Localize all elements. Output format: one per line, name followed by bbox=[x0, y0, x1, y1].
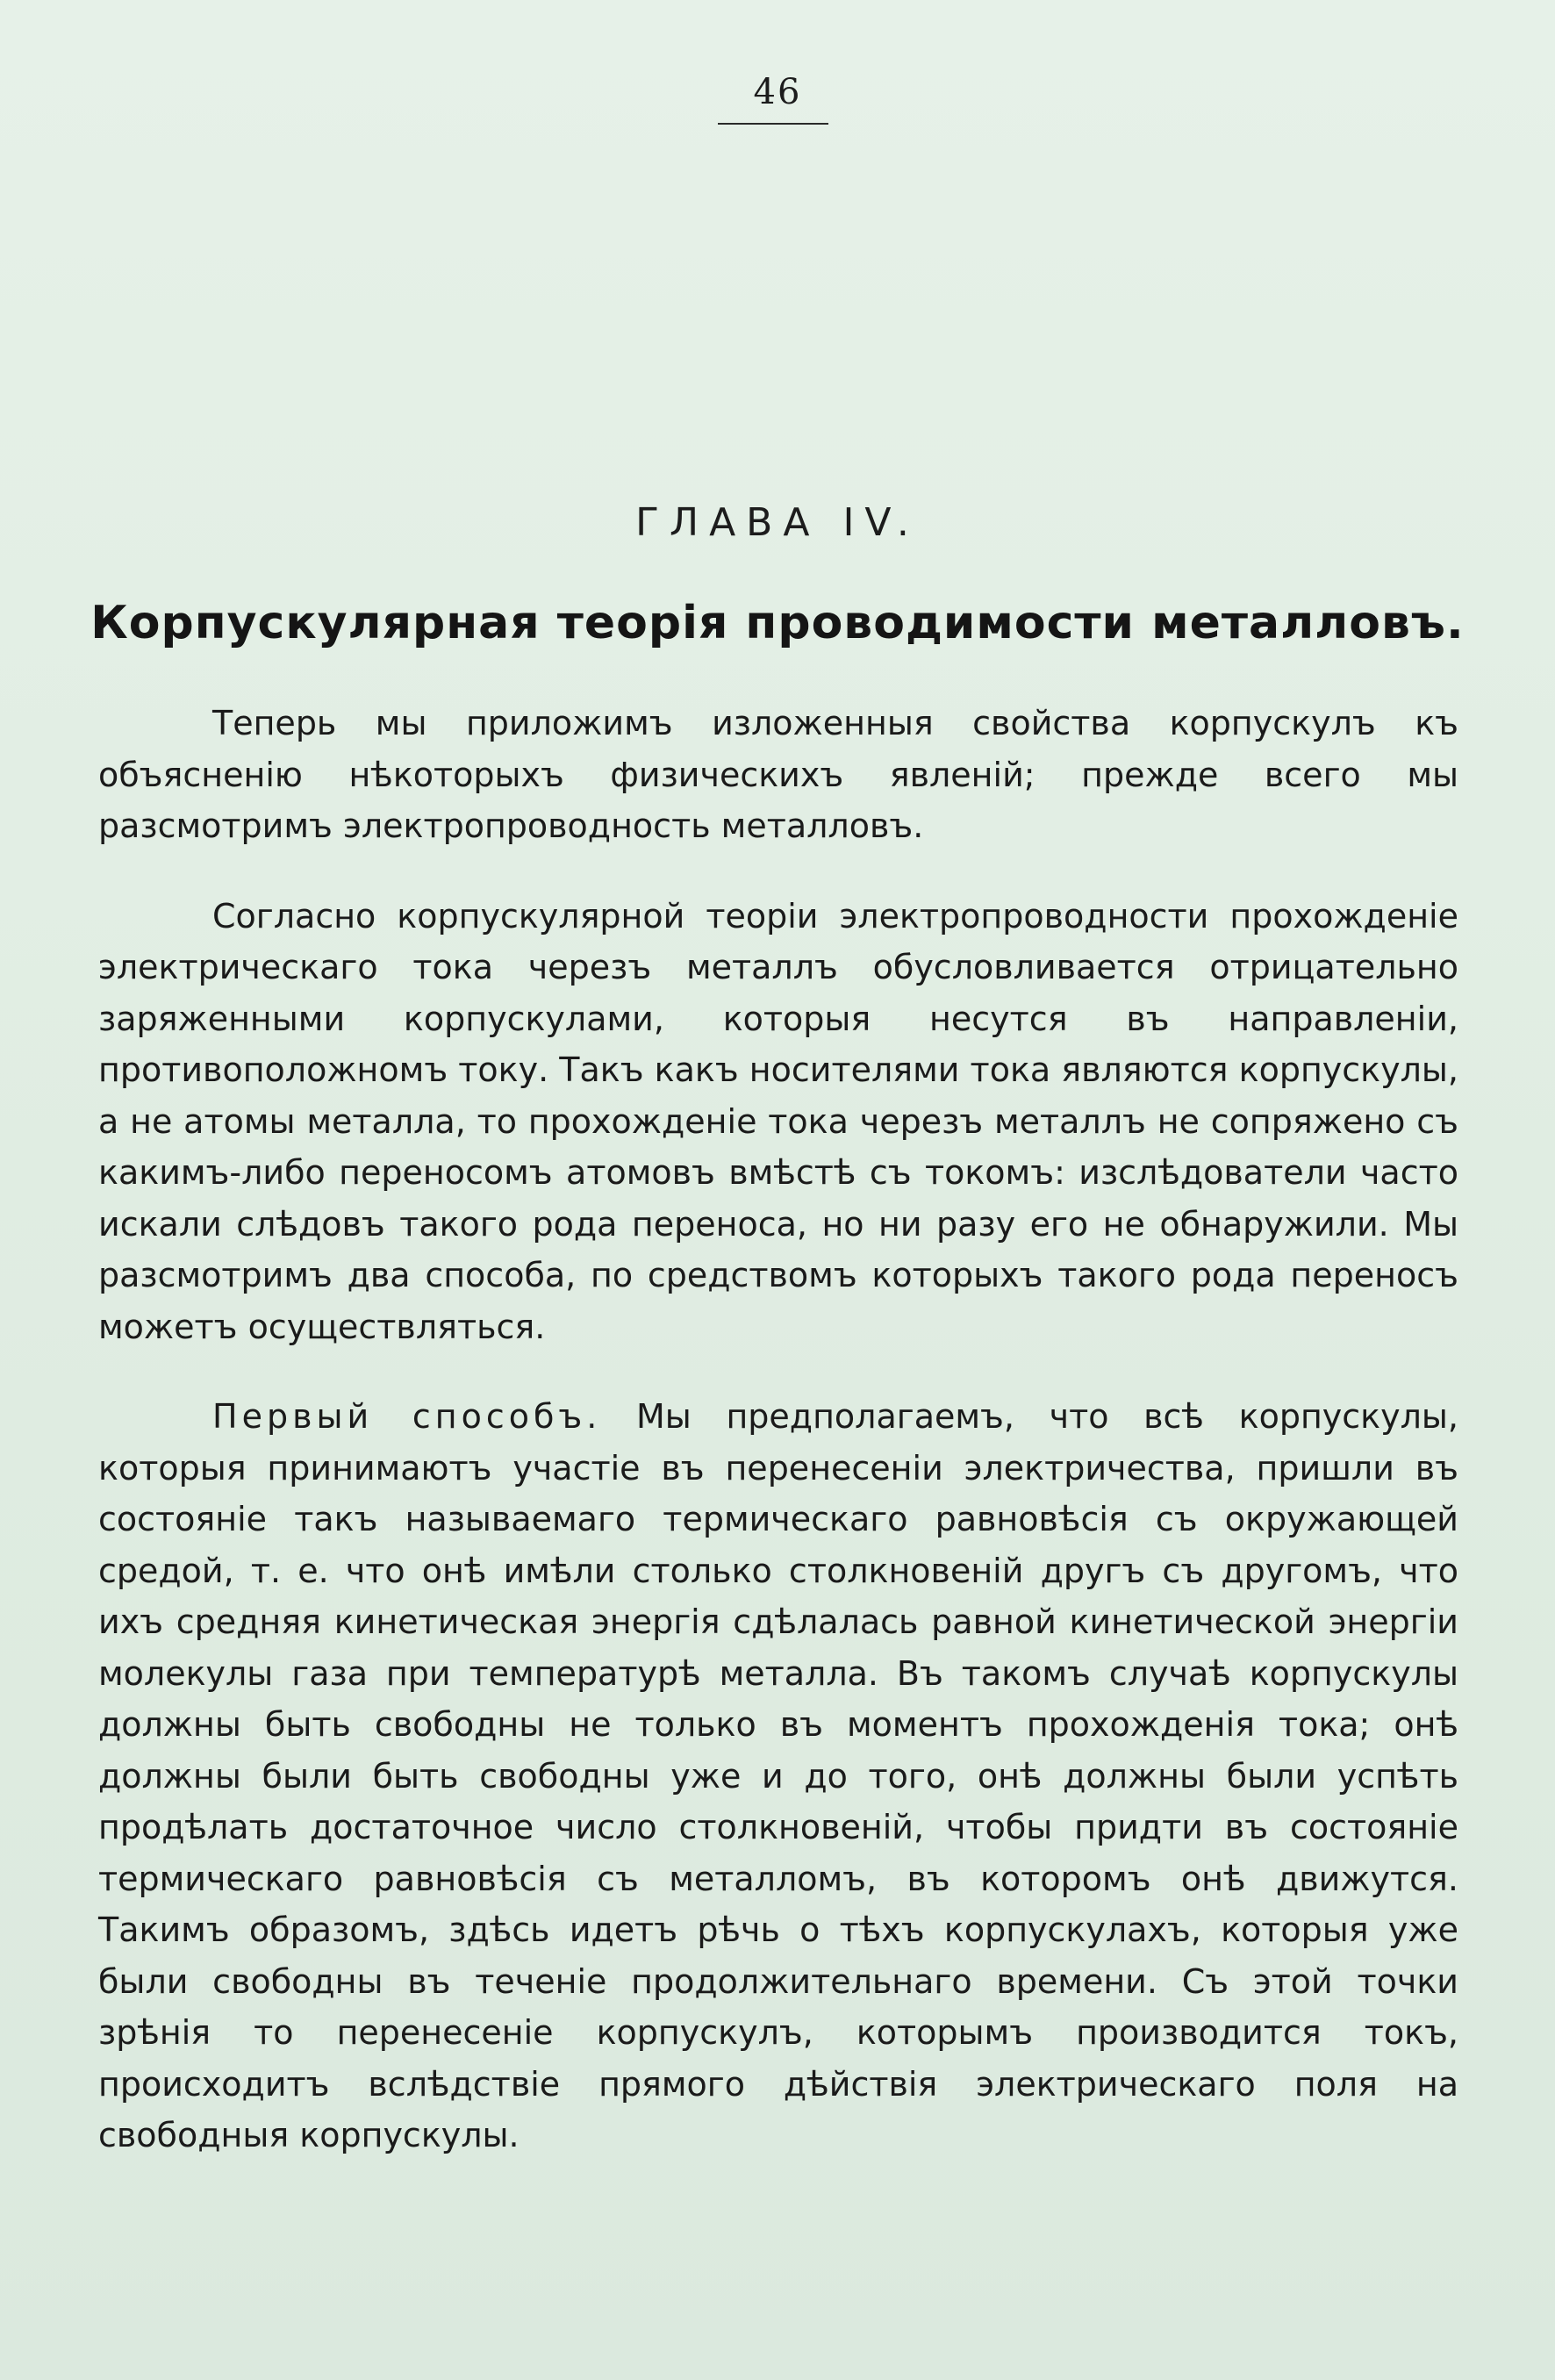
paragraph-2 bbox=[98, 891, 1458, 1353]
paragraph-3-lead: Первый способъ. bbox=[212, 1397, 602, 1436]
paragraph-2-text: Согласно корпускулярной теоріи электропроводности прохожденіе электрическаго тока черезъ металлъ обусловливается отрицательно заряженными корпускулами, которыя несутся въ направленіи, противоположномъ току. Такъ какъ носителями тока являются корпускулы, а не атомы металла, то прохожденіе тока черезъ металлъ не сопряжено съ какимъ-либо переносомъ атомовъ вмѣстѣ съ токомъ: изслѣдователи часто искали слѣдовъ такого рода переноса, но ни разу его не обнаружили. Мы разсмотримъ два способа, по средствомъ которыхъ такого рода переносъ можетъ осуществляться. bbox=[98, 896, 1458, 1346]
body-text bbox=[98, 698, 1458, 2200]
paragraph-1 bbox=[98, 698, 1458, 852]
paragraph-3-text: Мы предполагаемъ, что всѣ корпускулы, которыя принимаютъ участіе въ перенесеніи электричества, пришли въ состояніе такъ называемаго термическаго равновѣсія съ окружающей средой, т. е. что онѣ имѣли столько столкновеній другъ съ другомъ, что ихъ средняя кинетическая энергія сдѣлалась равной кинетической энергіи молекулы газа при температурѣ металла. Въ такомъ случаѣ корпускулы должны быть свободны не только въ моментъ прохожденія тока; онѣ должны были быть свободны уже и до того, онѣ должны были успѣть продѣлать достаточное число столкновеній, чтобы придти въ состояніе термическаго равновѣсія съ металломъ, въ которомъ онѣ движутся. Такимъ образомъ, здѣсь идетъ рѣчь о тѣхъ корпускулахъ, которыя уже были свободны въ теченіе продолжительнаго времени. Съ этой точки зрѣнія то перенесеніе корпускулъ, которымъ производится токъ, происходитъ вслѣдствіе прямого дѣйствія электрическаго поля на свободныя корпускулы. bbox=[98, 1397, 1458, 2154]
chapter-title: Корпускулярная теорія проводимости металловъ. bbox=[90, 597, 1465, 649]
page-number-rule bbox=[718, 123, 828, 125]
paragraph-3 bbox=[98, 1391, 1458, 2161]
chapter-label: ГЛАВА IV. bbox=[635, 500, 920, 545]
paragraph-1-text: Теперь мы приложимъ изложенныя свойства корпускулъ къ объясненію нѣкоторыхъ физическихъ явленій; прежде всего мы разсмотримъ электропроводность металловъ. bbox=[98, 704, 1458, 845]
page-number: 46 bbox=[753, 72, 802, 112]
